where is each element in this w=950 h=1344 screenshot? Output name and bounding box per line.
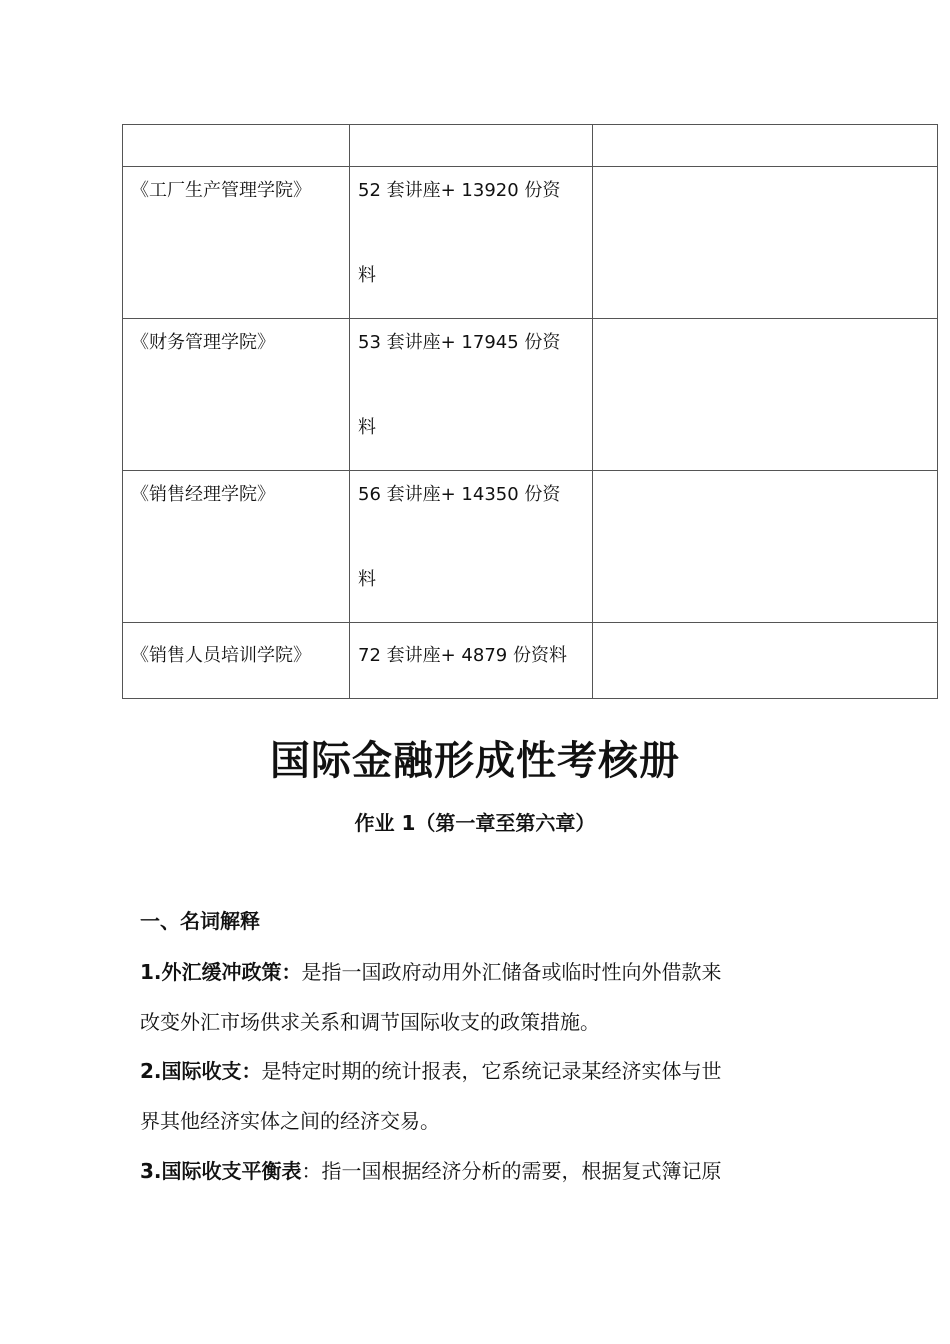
table-row (123, 471, 938, 623)
section-heading: 一、名词解释 (140, 909, 260, 933)
course-catalog-table (122, 124, 938, 699)
table-row (123, 623, 938, 699)
table-cell-resource-count: 72 套讲座+ 4879 份资料 (350, 623, 593, 699)
table-cell-resource-count: 56 套讲座+ 14350 份资 料 (350, 471, 593, 623)
definition-term: 1.外汇缓冲政策： (140, 960, 302, 984)
table-cell (593, 167, 938, 319)
table-cell-college-name: 《工厂生产管理学院》 (123, 167, 350, 319)
definition-line (140, 1156, 722, 1186)
document-subtitle: 作业 1（第一章至第六章） (354, 811, 596, 835)
table-cell (593, 471, 938, 623)
table-cell-college-name: 《销售经理学院》 (123, 471, 350, 623)
document-title: 国际金融形成性考核册 (270, 738, 680, 784)
table-cell (593, 125, 938, 167)
table-cell (593, 319, 938, 471)
definition-line: 改变外汇市场供求关系和调节国际收支的政策措施。 (140, 1010, 600, 1034)
table-cell-college-name: 《销售人员培训学院》 (123, 623, 350, 699)
definition-text: 是特定时期的统计报表，它系统记录某经济实体与世 (261, 1059, 722, 1083)
definition-text: ：指一国根据经济分析的需要，根据复式簿记原 (301, 1159, 722, 1183)
table-cell-resource-count: 53 套讲座+ 17945 份资 料 (350, 319, 593, 471)
definition-term: 3.国际收支平衡表 (140, 1159, 302, 1183)
table-row (123, 167, 938, 319)
definition-text: 是指一国政府动用外汇储备或临时性向外借款来 (301, 960, 722, 984)
definition-line: 界其他经济实体之间的经济交易。 (140, 1109, 440, 1133)
table-cell-resource-count: 52 套讲座+ 13920 份资 料 (350, 167, 593, 319)
table-cell-college-name: 《财务管理学院》 (123, 319, 350, 471)
definition-line (140, 1056, 722, 1086)
table-row (123, 319, 938, 471)
definition-term: 2.国际收支： (140, 1059, 262, 1083)
definition-line (140, 957, 722, 987)
table-cell (593, 623, 938, 699)
